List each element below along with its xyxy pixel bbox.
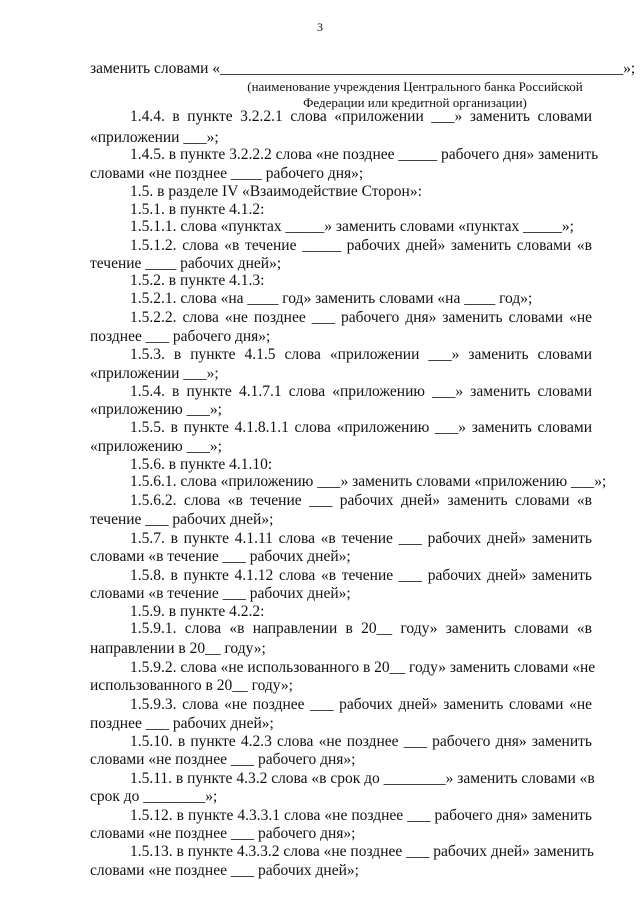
text-line: 1.5.2.1. слова «на ____ год» заменить словами «на ____ год»;: [130, 290, 533, 307]
header-line: [90, 59, 636, 79]
text-line: словами «в течение ___ рабочих дней»;: [90, 548, 351, 565]
text-line: 1.5.2. в пункте 4.1.3:: [130, 272, 265, 289]
text-line: 1.5. в разделе IV «Взаимодействие Сторон»:: [130, 183, 422, 200]
text-line: 1.5.9.1. слова «в направлении в 20__ году» заменить словами «в: [130, 620, 592, 637]
header-caption-line-1: (наименование учреждения Центрального банка Российской: [247, 79, 583, 94]
text-line: использованного в 20__ году»;: [90, 677, 293, 694]
text-line: 1.5.9.3. слова «не позднее ___ рабочих дней» заменить словами «не: [130, 696, 592, 713]
text-line: 1.4.5. в пункте 3.2.2.2 слова «не позднее _____ рабочего дня» заменить: [130, 146, 599, 163]
text-line: 1.5.1.2. слова «в течение _____ рабочих дней» заменить словами «в: [130, 237, 592, 254]
text-line: течение ___ рабочих дней»;: [90, 511, 274, 528]
text-line: 1.5.9. в пункте 4.2.2:: [130, 603, 265, 620]
text-line: 1.5.10. в пункте 4.2.3 слова «не позднее ___ рабочего дня» заменить: [130, 733, 592, 750]
text-line: направлении в 20__ году»;: [90, 640, 266, 657]
blank-field: ____________________________________________________: [220, 60, 624, 77]
text-line: словами «не позднее ___ рабочих дней»;: [90, 862, 359, 879]
text-line: 1.5.2.2. слова «не позднее ___ рабочего дня» заменить словами «не: [130, 309, 592, 326]
text-line: 1.5.12. в пункте 4.3.3.1 слова «не позднее ___ рабочего дня» заменить: [130, 807, 592, 824]
text-line: 1.5.8. в пункте 4.1.12 слова «в течение ___ рабочих дней» заменить: [130, 567, 592, 584]
header-suffix: »;: [623, 60, 636, 77]
text-line: 1.5.6.2. слова «в течение ___ рабочих дней» заменить словами «в: [130, 492, 592, 509]
text-line: словами «не позднее ____ рабочего дня»;: [90, 165, 364, 182]
text-line: «приложению ___»;: [90, 438, 222, 455]
text-line: 1.5.1.1. слова «пунктах _____» заменить словами «пунктах _____»;: [130, 218, 574, 235]
text-line: словами «не позднее ___ рабочего дня»;: [90, 825, 356, 842]
text-line: 1.5.9.2. слова «не использованного в 20__ году» заменить словами «не: [130, 659, 596, 676]
text-line: «приложении ___»;: [90, 365, 219, 382]
text-line: 1.5.4. в пункте 4.1.7.1 слова «приложению ___» заменить словами: [130, 383, 592, 400]
text-line: 1.5.11. в пункте 4.3.2 слова «в срок до ________» заменить словами «в: [130, 770, 595, 787]
text-line: позднее ___ рабочих дней»;: [90, 715, 274, 732]
text-line: позднее ___ рабочего дня»;: [90, 328, 271, 345]
header-caption-line-2: Федерации или кредитной организации): [303, 95, 527, 110]
text-line: срок до ________»;: [90, 788, 218, 805]
text-line: 1.5.1. в пункте 4.1.2:: [130, 201, 265, 218]
text-line: 1.5.5. в пункте 4.1.8.1.1 слова «приложению ___» заменить словами: [130, 419, 592, 436]
header-prefix: заменить словами «: [90, 60, 221, 77]
text-line: 1.5.13. в пункте 4.3.3.2 слова «не позднее ___ рабочих дней» заменить: [130, 843, 594, 860]
text-line: словами «в течение ___ рабочих дней»;: [90, 585, 351, 602]
text-line: 1.5.6.1. слова «приложению ___» заменить словами «приложению ___»;: [130, 473, 607, 490]
text-line: 1.5.7. в пункте 4.1.11 слова «в течение ___ рабочих дней» заменить: [130, 530, 592, 547]
text-line: 1.5.6. в пункте 4.1.10:: [130, 456, 273, 473]
text-line: «приложении ___»;: [90, 129, 219, 146]
text-line: 1.4.4. в пункте 3.2.2.1 слова «приложении ___» заменить словами: [130, 108, 592, 125]
text-line: «приложению ___»;: [90, 401, 222, 418]
text-line: течение ____ рабочих дней»;: [90, 255, 282, 272]
text-line: 1.5.3. в пункте 4.1.5 слова «приложении ___» заменить словами: [130, 346, 592, 363]
page-number: 3: [317, 20, 323, 34]
text-line: словами «не позднее ___ рабочего дня»;: [90, 751, 356, 768]
